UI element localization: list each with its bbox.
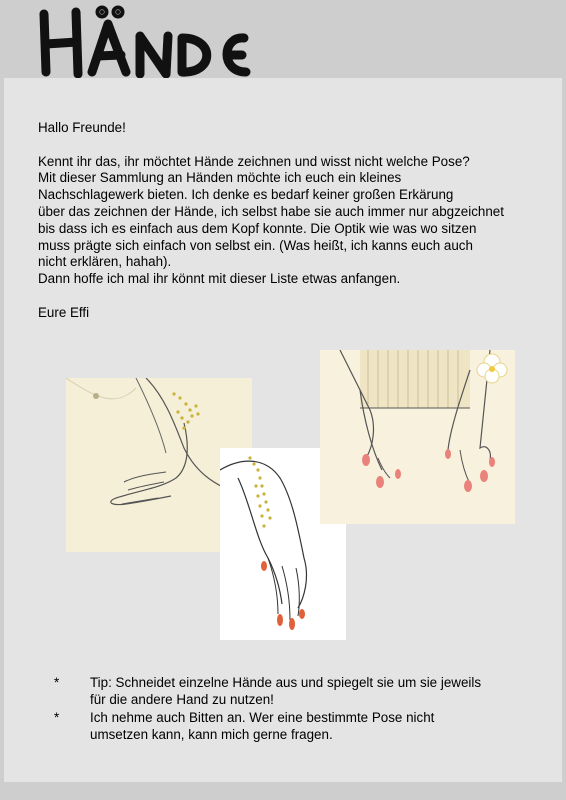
paragraph-line: muss prägte sich einfach von selbst ein. (Was heißt, ich kanns euch auch (38, 237, 473, 253)
paragraph-line: Kennt ihr das, ihr möchtet Hände zeichnen und wisst nicht welche Pose? (38, 153, 470, 169)
signature: Eure Effi (38, 304, 90, 320)
bullet: * (54, 710, 60, 725)
intro-paragraph (38, 154, 538, 288)
paragraph-line: Mit dieser Sammlung an Händen möchte ich euch ein kleines (38, 170, 402, 186)
bullet: * (54, 675, 60, 690)
intro-text (38, 120, 538, 322)
content-card (4, 78, 562, 782)
hand-sketch-right (320, 350, 515, 524)
paragraph-line: über das zeichnen der Hände, ich selbst habe sie auch immer nur abgzeichnet (38, 203, 504, 219)
list-item (54, 674, 524, 708)
paragraph-line: bis dass ich es einfach aus dem Kopf konnte. Die Optik wie was wo sitzen (38, 220, 477, 236)
list-item (54, 709, 524, 743)
paragraph-line: Dann hoffe ich mal ihr könnt mit dieser Liste etwas anfangen. (38, 271, 401, 287)
tip-line: Tip: Schneidet einzelne Hände aus und spiegelt sie um sie jeweils (90, 675, 482, 690)
tip-line: Ich nehme auch Bitten an. Wer eine bestimmte Pose nicht (90, 710, 435, 725)
paragraph-line: nicht erklären, hahah). (38, 254, 172, 270)
title-hand-lettering (30, 0, 270, 90)
paragraph-line: Nachschlagewerk bieten. Ich denke es bedarf keiner großen Erkärung (38, 187, 454, 203)
tips-list (54, 674, 524, 744)
greeting: Hallo Freunde! (38, 120, 126, 135)
hand-sketch-right-icon (320, 350, 515, 524)
title-text: Hände (30, 0, 33, 1)
page-title (30, 0, 270, 90)
tip-line: umsetzen kann, kann mich gerne fragen. (90, 727, 333, 742)
tip-line: für die andere Hand zu nutzen! (90, 692, 274, 707)
